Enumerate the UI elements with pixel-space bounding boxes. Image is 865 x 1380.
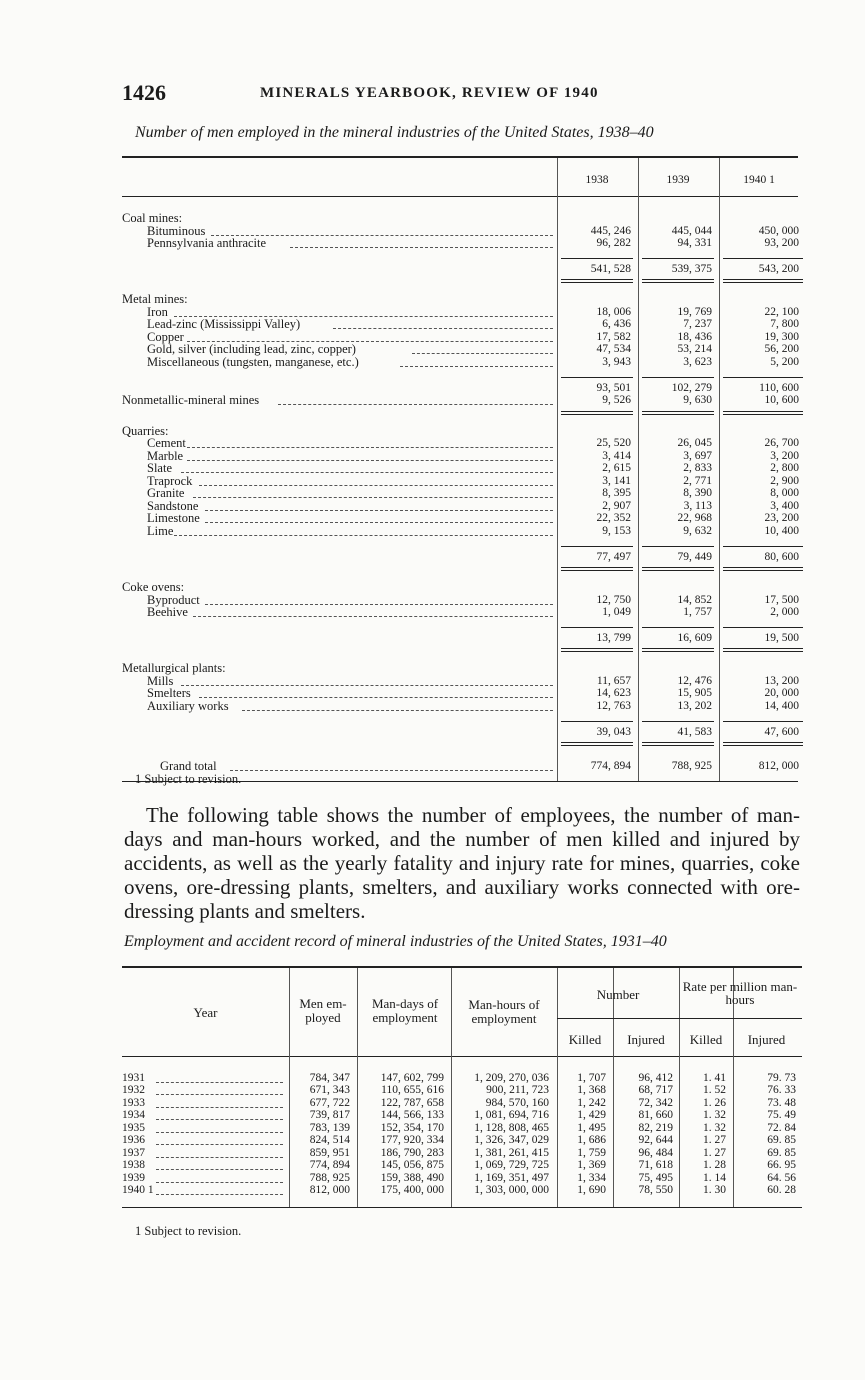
cell-value: 144, 566, 133 <box>380 1109 444 1122</box>
header-man-days: Man-days of employment <box>371 996 439 1025</box>
cell-value: 93, 200 <box>764 237 799 250</box>
cell-value: 1, 495 <box>577 1121 606 1134</box>
header-man-hours: Man-hours of employment <box>468 997 540 1026</box>
cell-value: 75. 49 <box>767 1109 796 1122</box>
cell-value: 1. 32 <box>703 1121 726 1134</box>
cell-value: 1, 429 <box>577 1109 606 1122</box>
header-year: Year <box>193 1005 218 1020</box>
row-label: Iron <box>147 304 168 319</box>
cell-value: 788, 925 <box>671 760 712 773</box>
row-label: Beehive <box>147 605 188 620</box>
cell-value: 2, 907 <box>602 499 631 512</box>
cell-value: 10, 400 <box>764 525 799 537</box>
cell-value: 81, 660 <box>638 1109 673 1122</box>
cell-value: 671, 343 <box>309 1084 350 1097</box>
cell-value: 739, 817 <box>309 1109 350 1122</box>
cell-value: 69. 85 <box>767 1134 796 1147</box>
cell-value: 73. 48 <box>767 1096 796 1109</box>
header-men-employed: Men em- ployed <box>299 996 347 1025</box>
cell-value: 9, 632 <box>683 525 712 537</box>
column-rule <box>289 968 290 1056</box>
cell-value: 9, 630 <box>683 394 712 407</box>
cell-value: 96, 282 <box>596 237 631 250</box>
cell-value: 69. 85 <box>767 1146 796 1159</box>
cell-value: 76. 33 <box>767 1084 796 1097</box>
cell-value: 774, 894 <box>309 1159 350 1172</box>
cell-value: 18, 006 <box>596 305 631 318</box>
cell-value: 1, 759 <box>577 1146 606 1159</box>
rule <box>122 1056 802 1057</box>
row-label: Granite <box>147 486 185 501</box>
cell-value: 1, 690 <box>577 1184 606 1197</box>
cell-value: 3, 400 <box>770 499 799 512</box>
cell-value: 1, 381, 261, 415 <box>474 1146 549 1159</box>
cell-value: 5, 200 <box>770 355 799 368</box>
cell-value: 17, 500 <box>764 593 799 606</box>
row-label: Lead-zinc (Mississippi Valley) <box>147 317 301 332</box>
cell-value: 177, 920, 334 <box>380 1134 444 1147</box>
cell-value: 984, 570, 160 <box>485 1096 549 1109</box>
cell-value: 8, 000 <box>770 487 799 500</box>
cell-value: 541, 528 <box>590 262 631 275</box>
cell-value: 2, 900 <box>770 474 799 487</box>
row-label: Quarries: <box>122 423 169 438</box>
cell-value: 19, 500 <box>764 631 799 644</box>
cell-value: 1, 128, 808, 465 <box>474 1121 549 1134</box>
cell-value: 1, 242 <box>577 1096 606 1109</box>
header-number: Number <box>596 987 640 1002</box>
cell-value: 22, 352 <box>596 512 631 525</box>
cell-value: 12, 763 <box>596 699 631 712</box>
cell-value: 445, 246 <box>590 224 631 237</box>
column-rule <box>289 1056 290 1207</box>
cell-value: 3, 200 <box>770 449 799 462</box>
cell-value: 79. 73 <box>767 1072 796 1084</box>
cell-value: 539, 375 <box>671 262 712 275</box>
cell-value: 14, 852 <box>677 593 712 606</box>
row-label: Auxiliary works <box>147 698 229 713</box>
header-injured: Injured <box>627 1032 665 1047</box>
cell-value: 13, 200 <box>764 674 799 687</box>
cell-value: 41, 583 <box>677 725 712 738</box>
cell-value: 1, 326, 347, 029 <box>474 1134 549 1147</box>
cell-value: 10, 600 <box>764 394 799 407</box>
row-label: Coal mines: <box>122 211 183 225</box>
cell-value: 1, 081, 694, 716 <box>474 1109 549 1122</box>
cell-value: 72. 84 <box>767 1121 796 1134</box>
cell-value: 60. 28 <box>767 1184 796 1197</box>
cell-value: 8, 395 <box>602 487 631 500</box>
row-label: Cement <box>147 436 186 451</box>
row-label: Coke ovens: <box>122 580 185 595</box>
row-label: Mills <box>147 673 174 688</box>
cell-value: 2, 833 <box>683 462 712 475</box>
cell-value: 22, 968 <box>677 512 712 525</box>
cell-value: 1. 27 <box>703 1134 726 1147</box>
cell-value: 66. 95 <box>767 1159 796 1172</box>
cell-value: 812, 000 <box>758 760 799 773</box>
cell-value: 3, 623 <box>683 355 712 368</box>
cell-value: 186, 790, 283 <box>380 1146 444 1159</box>
year-cell: 1934 <box>122 1109 145 1122</box>
cell-value: 159, 388, 490 <box>380 1171 444 1184</box>
cell-value: 26, 700 <box>764 437 799 450</box>
cell-value: 147, 602, 799 <box>380 1072 444 1084</box>
row-label: Sandstone <box>147 498 199 513</box>
cell-value: 18, 436 <box>677 330 712 343</box>
cell-value: 13, 799 <box>596 631 631 644</box>
cell-value: 3, 414 <box>602 449 631 462</box>
cell-value: 6, 436 <box>602 318 631 331</box>
cell-value: 110, 655, 616 <box>381 1084 444 1097</box>
cell-value: 1, 707 <box>577 1072 606 1084</box>
column-rule <box>357 1056 358 1207</box>
cell-value: 47, 600 <box>764 725 799 738</box>
cell-value: 1. 30 <box>703 1184 726 1197</box>
cell-value: 445, 044 <box>671 224 712 237</box>
cell-value: 175, 400, 000 <box>380 1184 444 1197</box>
cell-value: 122, 787, 658 <box>380 1096 444 1109</box>
rule <box>122 966 802 968</box>
cell-value: 68, 717 <box>638 1084 673 1097</box>
cell-value: 3, 697 <box>683 449 712 462</box>
cell-value: 1, 686 <box>577 1134 606 1147</box>
cell-value: 12, 476 <box>677 674 712 687</box>
row-label: Bituminous <box>147 223 206 238</box>
cell-value: 94, 331 <box>677 237 712 250</box>
table2-footnote: 1 Subject to revision. <box>135 1224 242 1238</box>
cell-value: 1. 41 <box>703 1072 726 1084</box>
cell-value: 1, 209, 270, 036 <box>474 1072 549 1084</box>
row-label: Gold, silver (including lead, zinc, copper) <box>147 342 356 357</box>
row-label: Nonmetallic-mineral mines <box>122 393 260 408</box>
cell-value: 12, 750 <box>596 593 631 606</box>
cell-value: 900, 211, 723 <box>486 1084 549 1097</box>
cell-value: 15, 905 <box>677 687 712 700</box>
cell-value: 8, 390 <box>683 487 712 500</box>
row-label: Metallurgical plants: <box>122 661 226 676</box>
cell-value: 23, 200 <box>764 512 799 525</box>
cell-value: 3, 943 <box>602 355 631 368</box>
cell-value: 53, 214 <box>677 343 712 356</box>
column-rule <box>557 1056 558 1207</box>
cell-value: 824, 514 <box>309 1134 350 1147</box>
cell-value: 783, 139 <box>309 1121 350 1134</box>
cell-value: 64. 56 <box>767 1171 796 1184</box>
cell-value: 19, 769 <box>677 305 712 318</box>
year-cell: 1933 <box>122 1096 145 1109</box>
year-cell: 1938 <box>122 1159 145 1172</box>
cell-value: 784, 347 <box>309 1072 350 1084</box>
column-rule <box>451 968 452 1056</box>
cell-value: 26, 045 <box>677 437 712 450</box>
cell-value: 145, 056, 875 <box>380 1159 444 1172</box>
cell-value: 22, 100 <box>764 305 799 318</box>
row-label: Metal mines: <box>122 292 188 307</box>
body-paragraph: The following table shows the number of employees, the number of man-days and man-hours worked, and the number of men killed and injured by accidents, as well as the yearly fatality and injury rate for mines, quarries, coke ovens, ore-dressing plants, smelters, and auxiliary works connected with ore-dressing plants and smelters. <box>124 803 800 923</box>
column-header-1938: 1938 <box>585 174 609 186</box>
cell-value: 1. 52 <box>703 1084 726 1097</box>
year-cell: 1940 1 <box>122 1184 154 1197</box>
table1-footnote: 1 Subject to revision. <box>135 772 242 786</box>
page-number: 1426 <box>122 80 166 105</box>
cell-value: 1, 169, 351, 497 <box>474 1171 549 1184</box>
row-label: Smelters <box>147 686 191 701</box>
column-header-1939: 1939 <box>666 174 690 186</box>
cell-value: 1, 069, 729, 725 <box>474 1159 549 1172</box>
cell-value: 39, 043 <box>596 725 631 738</box>
cell-value: 812, 000 <box>309 1184 350 1197</box>
cell-value: 56, 200 <box>764 343 799 356</box>
column-rule <box>451 1056 452 1207</box>
cell-value: 7, 800 <box>770 318 799 331</box>
year-cell: 1935 <box>122 1121 145 1134</box>
cell-value: 79, 449 <box>677 550 712 563</box>
table1-title: Number of men employed in the mineral industries of the United States, 1938–40 <box>135 124 654 141</box>
year-cell: 1931 <box>122 1072 145 1084</box>
cell-value: 677, 722 <box>309 1096 350 1109</box>
cell-value: 16, 609 <box>677 631 712 644</box>
cell-value: 1, 369 <box>577 1159 606 1172</box>
cell-value: 1. 27 <box>703 1146 726 1159</box>
year-cell: 1932 <box>122 1084 145 1097</box>
cell-value: 3, 141 <box>602 474 631 487</box>
cell-value: 543, 200 <box>758 262 799 275</box>
header-rate-injured: Injured <box>747 1032 786 1047</box>
cell-value: 1. 28 <box>703 1159 726 1172</box>
cell-value: 774, 894 <box>590 760 631 773</box>
cell-value: 9, 153 <box>602 525 631 537</box>
cell-value: 1. 32 <box>703 1109 726 1122</box>
row-label: Grand total <box>160 759 217 774</box>
cell-value: 72, 342 <box>638 1096 673 1109</box>
row-label: Traprock <box>147 473 193 488</box>
cell-value: 92, 644 <box>638 1134 673 1147</box>
cell-value: 1, 368 <box>577 1084 606 1097</box>
cell-value: 80, 600 <box>764 550 799 563</box>
cell-value: 14, 400 <box>764 699 799 712</box>
row-label: Limestone <box>147 511 200 526</box>
cell-value: 152, 354, 170 <box>380 1121 444 1134</box>
cell-value: 13, 202 <box>677 699 712 712</box>
cell-value: 3, 113 <box>683 499 712 512</box>
cell-value: 110, 600 <box>759 381 799 394</box>
cell-value: 1, 757 <box>683 606 712 619</box>
year-cell: 1936 <box>122 1134 145 1147</box>
cell-value: 19, 300 <box>764 330 799 343</box>
cell-value: 47, 534 <box>596 343 631 356</box>
row-label: Pennsylvania anthracite <box>147 236 267 251</box>
cell-value: 14, 623 <box>596 687 631 700</box>
header-rate: Rate per million man-hours <box>682 979 798 1007</box>
cell-value: 859, 951 <box>309 1146 350 1159</box>
column-rule <box>357 968 358 1056</box>
year-cell: 1937 <box>122 1146 145 1159</box>
running-title: MINERALS YEARBOOK, REVIEW OF 1940 <box>260 85 599 101</box>
cell-value: 788, 925 <box>309 1171 350 1184</box>
year-cell: 1939 <box>122 1171 145 1184</box>
cell-value: 71, 618 <box>638 1159 673 1172</box>
cell-value: 25, 520 <box>596 437 631 450</box>
cell-value: 20, 000 <box>764 687 799 700</box>
cell-value: 2, 000 <box>770 606 799 619</box>
row-label: Lime <box>147 524 174 538</box>
row-label: Marble <box>147 448 184 463</box>
cell-value: 96, 412 <box>638 1072 673 1084</box>
row-label: Copper <box>147 329 184 344</box>
column-rule <box>679 1056 680 1207</box>
row-label: Byproduct <box>147 592 200 607</box>
cell-value: 1. 26 <box>703 1096 726 1109</box>
row-label: Miscellaneous (tungsten, manganese, etc.) <box>147 354 359 369</box>
row-label: Slate <box>147 461 172 476</box>
column-rule <box>613 1056 614 1207</box>
cell-value: 78, 550 <box>638 1184 673 1197</box>
cell-value: 2, 615 <box>602 462 631 475</box>
cell-value: 77, 497 <box>596 550 631 563</box>
cell-value: 93, 501 <box>596 381 631 394</box>
cell-value: 82, 219 <box>638 1121 673 1134</box>
cell-value: 2, 800 <box>770 462 799 475</box>
cell-value: 1, 334 <box>577 1171 606 1184</box>
cell-value: 2, 771 <box>683 474 712 487</box>
cell-value: 102, 279 <box>671 381 712 394</box>
rule <box>557 1018 802 1019</box>
cell-value: 450, 000 <box>758 224 799 237</box>
header-killed: Killed <box>568 1032 602 1047</box>
rule <box>122 1207 802 1208</box>
cell-value: 17, 582 <box>596 330 631 343</box>
cell-value: 75, 495 <box>638 1171 673 1184</box>
column-header-1940: 1940 1 <box>743 174 775 186</box>
cell-value: 96, 484 <box>638 1146 673 1159</box>
cell-value: 7, 237 <box>683 318 712 331</box>
cell-value: 1, 049 <box>602 606 631 619</box>
table2-title: Employment and accident record of mineral industries of the United States, 1931–40 <box>124 933 667 950</box>
cell-value: 11, 657 <box>596 674 631 687</box>
cell-value: 1. 14 <box>703 1171 726 1184</box>
header-rate-killed: Killed <box>689 1032 723 1047</box>
column-rule <box>733 1056 734 1207</box>
cell-value: 9, 526 <box>602 394 631 407</box>
cell-value: 1, 303, 000, 000 <box>474 1184 549 1197</box>
